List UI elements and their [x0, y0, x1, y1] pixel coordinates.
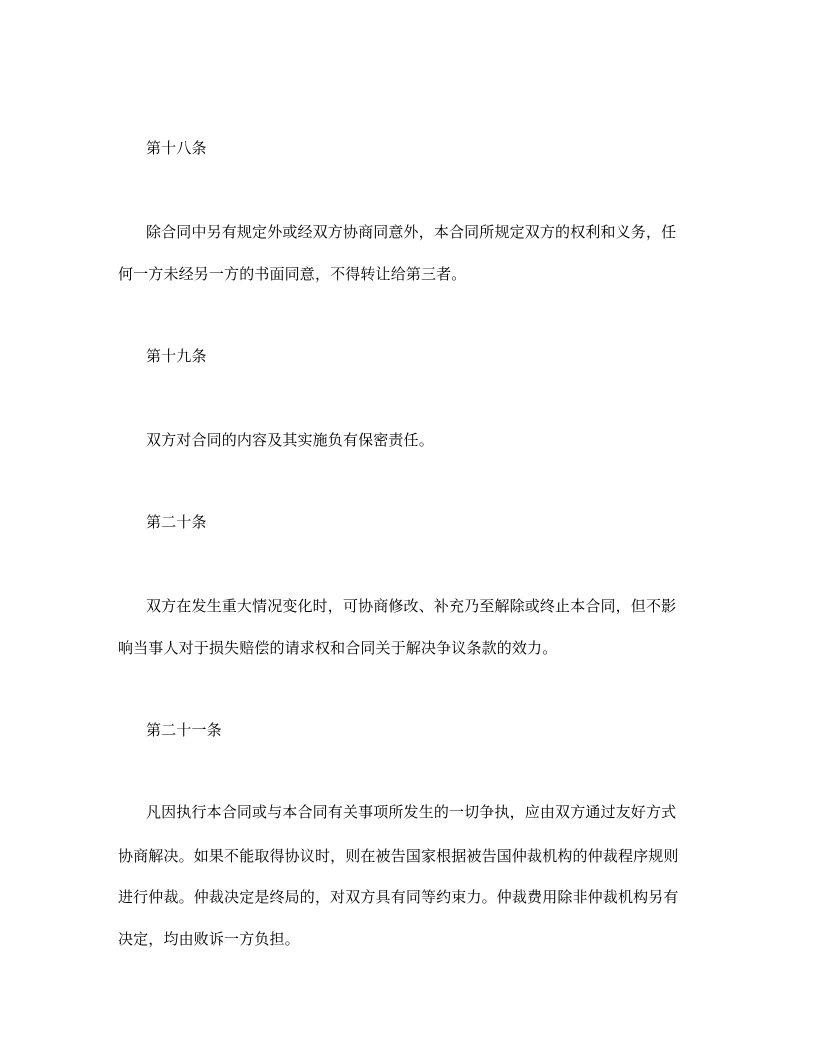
paragraph-line: 除合同中另有规定外或经双方协商同意外，本合同所规定双方的权利和义务，任 [146, 223, 677, 241]
paragraph-line: 双方在发生重大情况变化时，可协商修改、补充乃至解除或终止本合同，但不影 [146, 597, 677, 615]
paragraph-line: 何一方未经另一方的书面同意，不得转让给第三者。 [118, 265, 467, 283]
article-heading: 第二十一条 [146, 721, 222, 739]
paragraph-line: 决定，均由败诉一方负担。 [118, 930, 300, 948]
article-heading: 第二十条 [146, 513, 207, 531]
article-heading: 第十八条 [146, 139, 207, 157]
paragraph-line: 凡因执行本合同或与本合同有关事项所发生的一切争执，应由双方通过友好方式 [146, 803, 677, 821]
paragraph-line: 协商解决。如果不能取得协议时，则在被告国家根据被告国仲裁机构的仲裁程序规则 [118, 847, 679, 865]
paragraph-line: 进行仲裁。仲裁决定是终局的，对双方具有同等约束力。仲裁费用除非仲裁机构另有 [118, 888, 679, 906]
article-heading: 第十九条 [146, 347, 207, 365]
paragraph-line: 双方对合同的内容及其实施负有保密责任。 [146, 431, 434, 449]
paragraph-line: 响当事人对于损失赔偿的请求权和合同关于解决争议条款的效力。 [118, 639, 558, 657]
